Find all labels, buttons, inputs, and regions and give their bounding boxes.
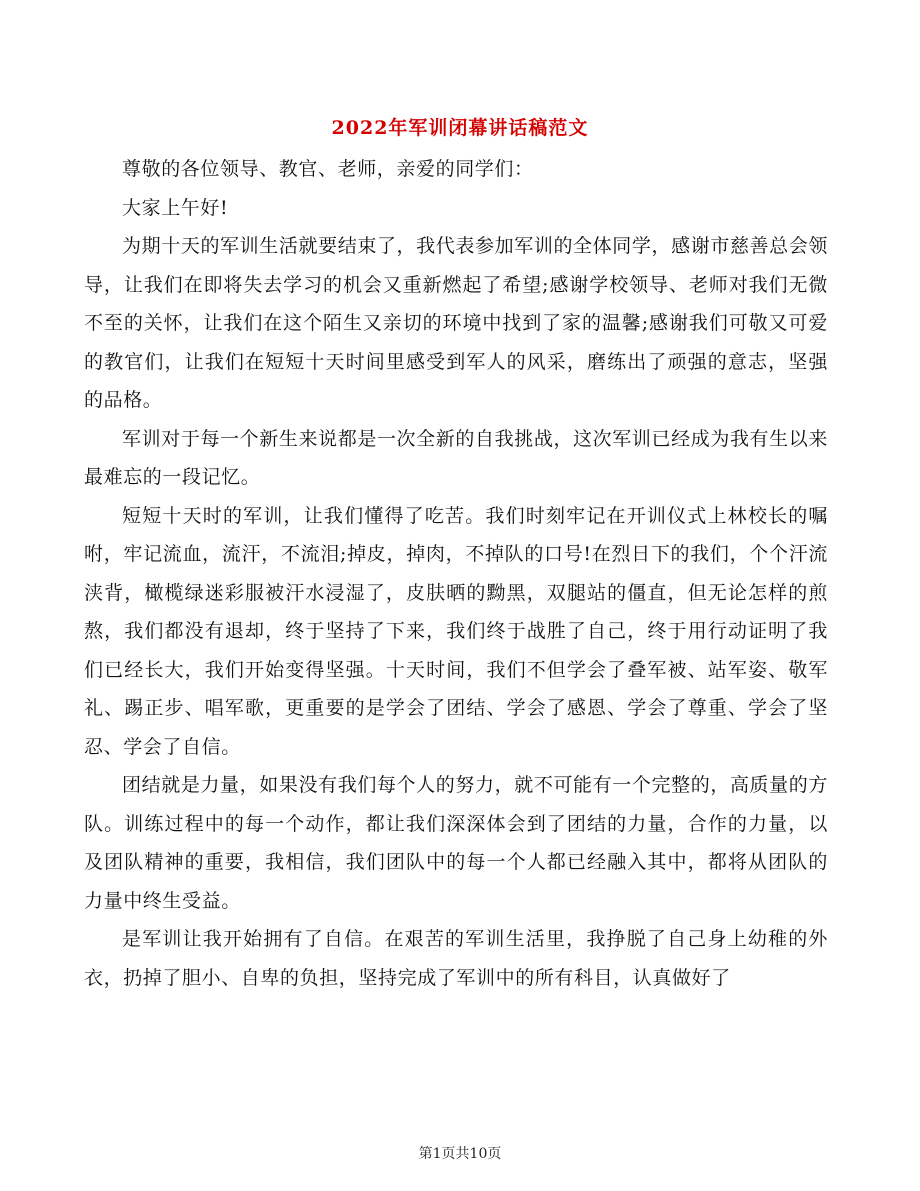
document-title: 2022年军训闭幕讲话稿范文	[331, 117, 589, 139]
greeting: 大家上午好!	[122, 196, 229, 219]
paragraph: 军训对于每一个新生来说都是一次全新的自我挑战，这次军训已经成为我有生以来最难忘的一段记忆。	[84, 427, 828, 488]
paragraph: 是军训让我开始拥有了自信。在艰苦的军训生活里，我挣脱了自己身上幼稚的外衣，扔掉了胆小、自卑的负担，坚持完成了军训中的所有科目，认真做好了	[84, 928, 828, 989]
page-number: 第1页共10页	[418, 1146, 502, 1162]
salutation: 尊敬的各位领导、教官、老师，亲爱的同学们：	[122, 158, 534, 180]
paragraph: 短短十天时的军训，让我们懂得了吃苦。我们时刻牢记在开训仪式上林校长的嘱咐，牢记流血，流汗，不流泪;掉皮，掉肉，不掉队的口号!在烈日下的我们，个个汗流浃背，橄榄绿迷彩服被汗水浸湿了，皮肤晒的黝黑，双腿站的僵直，但无论怎样的煎熬，我们都没有退却，终于坚持了下来，我们终于战胜了自己，终于用行动证明了我们已经长大，我们开始变得坚强。十天时间，我们不但学会了叠军被、站军姿、敬军礼、踢正步、唱军歌，更重要的是学会了团结、学会了感恩、学会了尊重、学会了坚忍、学会了自信。	[84, 504, 828, 758]
document-body	[84, 150, 828, 997]
paragraph: 团结就是力量，如果没有我们每个人的努力，就不可能有一个完整的，高质量的方队。训练过程中的每一个动作，都让我们深深体会到了团结的力量，合作的力量，以及团队精神的重要，我相信，我们团队中的每一个人都已经融入其中，都将从团队的力量中终生受益。	[84, 774, 828, 912]
paragraph: 为期十天的军训生活就要结束了，我代表参加军训的全体同学，感谢市慈善总会领导，让我们在即将失去学习的机会又重新燃起了希望;感谢学校领导、老师对我们无微不至的关怀，让我们在这个陌生又亲切的环境中找到了家的温馨;感谢我们可敬又可爱的教官们，让我们在短短十天时间里感受到军人的风采，磨练出了顽强的意志，坚强的品格。	[84, 235, 828, 411]
